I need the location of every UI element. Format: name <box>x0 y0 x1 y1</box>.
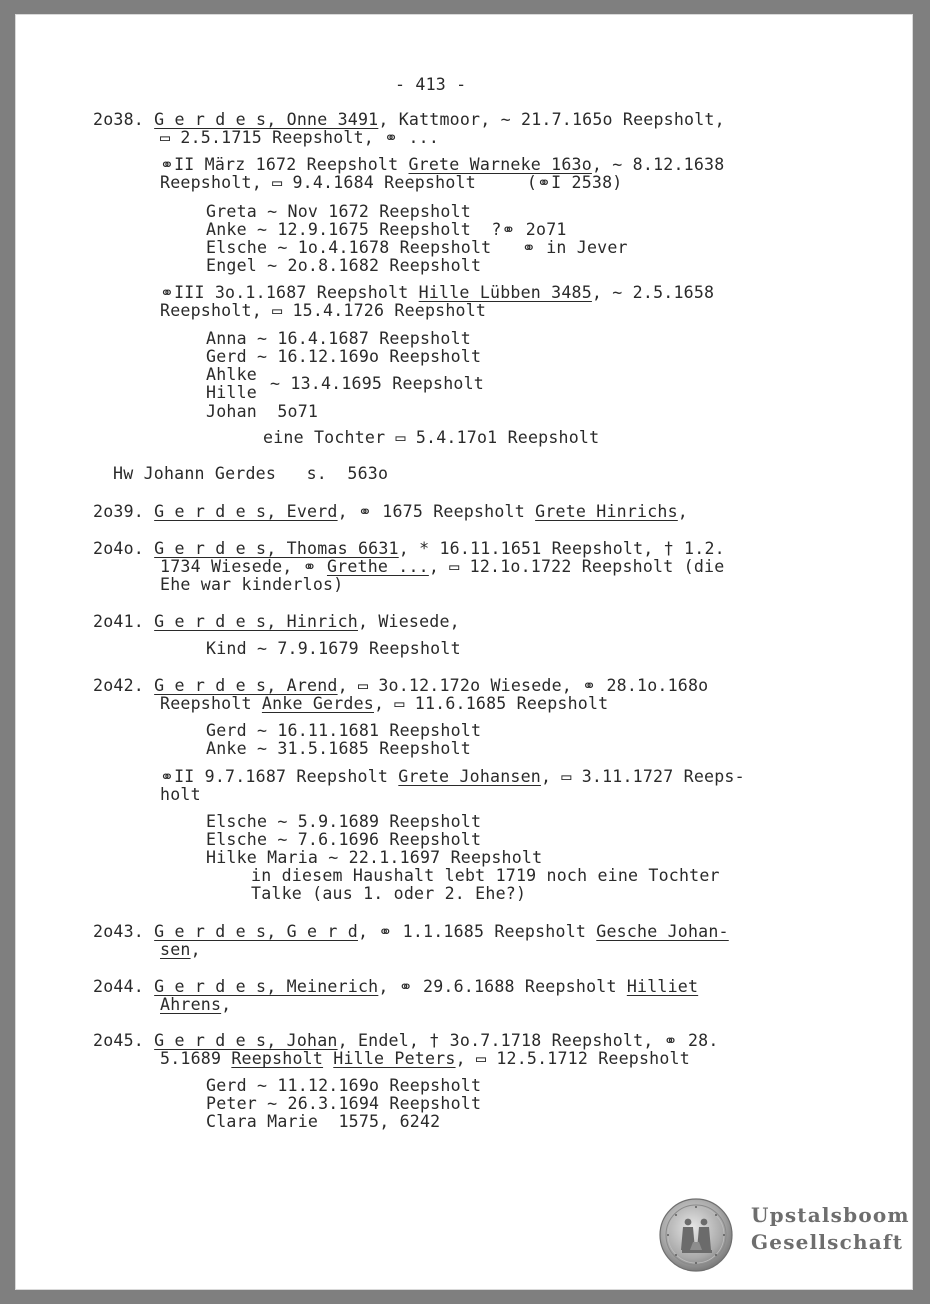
child-line: Hille <box>206 383 257 402</box>
child-line: Anna ~ 16.4.1687 Reepsholt <box>206 329 471 348</box>
child-line: Ahlke <box>206 365 257 384</box>
entry-2044-line2: Ahrens, <box>160 995 232 1014</box>
child-line: Anke ~ 12.9.1675 Reepsholt ?⚭ 2o71 <box>206 220 567 239</box>
entry-number: 2o43. <box>93 922 144 941</box>
entry-2040-line1: 2o4o. G e r d e s, Thomas 6631, * 16.11.1651 Reepsholt, † 1.2. <box>93 539 725 558</box>
seal-icon <box>659 1198 733 1272</box>
logo-text <box>751 1202 910 1256</box>
entry-number: 2o45. <box>93 1031 144 1050</box>
spouse-name: sen <box>160 940 191 959</box>
entry-2045-line2: 5.1689 Reepsholt Hille Peters, ▭ 12.5.1712 Reepsholt <box>160 1049 690 1068</box>
document-body <box>15 14 913 1290</box>
spouse-name: Gesche Johan- <box>596 922 729 941</box>
entry-2043-line2: sen, <box>160 940 201 959</box>
entry-2045-line1: 2o45. G e r d e s, Johan, Endel, † 3o.7.1718 Reepsholt, ⚭ 28. <box>93 1031 719 1050</box>
entry-name: G e r d e s, Thomas 6631 <box>154 539 399 558</box>
child-line: Peter ~ 26.3.1694 Reepsholt <box>206 1094 482 1113</box>
entry-number: 2o39. <box>93 502 144 521</box>
entry-number: 2o44. <box>93 977 144 996</box>
spouse-name: Grethe ... <box>326 557 429 576</box>
logo-line2: Gesellschaft <box>751 1230 904 1254</box>
spouse-name: Ahrens <box>160 995 222 1014</box>
entry-number: 2o41. <box>93 612 144 631</box>
entry-2042-marriage2: ⚭II 9.7.1687 Reepsholt Grete Johansen, ▭ 3.11.1727 Reeps- <box>160 767 745 786</box>
entry-2042-line2: Reepsholt Anke Gerdes, ▭ 11.6.1685 Reepsholt <box>160 694 609 713</box>
child-line: Hilke Maria ~ 22.1.1697 Reepsholt <box>206 848 543 867</box>
note-line: Talke (aus 1. oder 2. Ehe?) <box>251 884 527 903</box>
entry-number: 2o38. <box>93 110 144 129</box>
entry-name: G e r d e s, Johan <box>154 1031 338 1050</box>
spouse-name: Hille Lübben 3485 <box>418 283 592 302</box>
spouse-name: Hilliet <box>626 977 699 996</box>
child-line: ~ 13.4.1695 Reepsholt <box>270 374 484 393</box>
entry-2038-marriage3: ⚭III 3o.1.1687 Reepsholt Hille Lübben 3485, ~ 2.5.1658 <box>160 283 715 302</box>
child-line: Elsche ~ 5.9.1689 Reepsholt <box>206 812 482 831</box>
document-page <box>15 14 913 1290</box>
entry-number: 2o4o. <box>93 539 144 558</box>
entry-2040-line3: Ehe war kinderlos) <box>160 575 344 594</box>
entry-2038-hw: Hw Johann Gerdes s. 563o <box>113 464 389 483</box>
spouse-name: Hille Peters <box>333 1049 456 1068</box>
child-line: Elsche ~ 1o.4.1678 Reepsholt ⚭ in Jever <box>206 238 628 257</box>
entry-2040-line2: 1734 Wiesede, ⚭ Grethe ..., ▭ 12.1o.1722 Reepsholt (die <box>160 557 725 576</box>
entry-name: G e r d e s, Everd <box>154 502 338 521</box>
child-line: Clara Marie 1575, 6242 <box>206 1112 441 1131</box>
child-line: Elsche ~ 7.6.1696 Reepsholt <box>206 830 482 849</box>
note-line: in diesem Haushalt lebt 1719 noch eine Tochter <box>251 866 720 885</box>
entry-2044-line1: 2o44. G e r d e s, Meinerich, ⚭ 29.6.1688 Reepsholt Hilliet <box>93 977 699 996</box>
entry-2042-marriage2-line2: holt <box>160 785 201 804</box>
entry-2038-line2: ▭ 2.5.1715 Reepsholt, ⚭ ... <box>160 128 440 147</box>
entry-name: G e r d e s, G e r d <box>154 922 358 941</box>
entry-name: G e r d e s, Arend <box>154 676 338 695</box>
entry-2038-daughter: eine Tochter ▭ 5.4.17o1 Reepsholt <box>263 428 600 447</box>
spouse-name: Anke Gerdes <box>261 694 374 713</box>
child-line: Gerd ~ 16.11.1681 Reepsholt <box>206 721 482 740</box>
child-line: Johan 5o71 <box>206 402 319 421</box>
entry-2038-marriage2-line2: Reepsholt, ▭ 9.4.1684 Reepsholt (⚭I 2538) <box>160 173 623 192</box>
spouse-name: Grete Johansen <box>398 767 541 786</box>
child-line: Greta ~ Nov 1672 Reepsholt <box>206 202 471 221</box>
upstalsboom-logo <box>659 1198 909 1276</box>
entry-2038-marriage2: ⚭II März 1672 Reepsholt Grete Warneke 163o, ~ 8.12.1638 <box>160 155 725 174</box>
spouse-name: Grete Warneke 163o <box>408 155 592 174</box>
child-line: Kind ~ 7.9.1679 Reepsholt <box>206 639 461 658</box>
child-line: Gerd ~ 11.12.169o Reepsholt <box>206 1076 482 1095</box>
entry-name: G e r d e s, Onne 3491 <box>154 110 379 129</box>
entry-2038-marriage3-line2: Reepsholt, ▭ 15.4.1726 Reepsholt <box>160 301 487 320</box>
child-line: Anke ~ 31.5.1685 Reepsholt <box>206 739 471 758</box>
logo-line1: Upstalsboom <box>751 1203 910 1227</box>
page-number: - 413 - <box>395 75 467 94</box>
entry-2043-line1: 2o43. G e r d e s, G e r d, ⚭ 1.1.1685 Reepsholt Gesche Johan- <box>93 922 729 941</box>
entry-2042-line1: 2o42. G e r d e s, Arend, ▭ 3o.12.172o Wiesede, ⚭ 28.1o.168o <box>93 676 709 695</box>
entry-2038-line1: 2o38. G e r d e s, Onne 3491, Kattmoor, ~ 21.7.165o Reepsholt, <box>93 110 725 129</box>
entry-2041-line1: 2o41. G e r d e s, Hinrich, Wiesede, <box>93 612 460 631</box>
entry-number: 2o42. <box>93 676 144 695</box>
spouse-name: Grete Hinrichs <box>535 502 678 521</box>
entry-2039-line1: 2o39. G e r d e s, Everd, ⚭ 1675 Reepsholt Grete Hinrichs, <box>93 502 688 521</box>
entry-name: G e r d e s, Meinerich <box>154 977 379 996</box>
entry-name: G e r d e s, Hinrich <box>154 612 358 631</box>
child-line: Engel ~ 2o.8.1682 Reepsholt <box>206 256 482 275</box>
child-line: Gerd ~ 16.12.169o Reepsholt <box>206 347 482 366</box>
